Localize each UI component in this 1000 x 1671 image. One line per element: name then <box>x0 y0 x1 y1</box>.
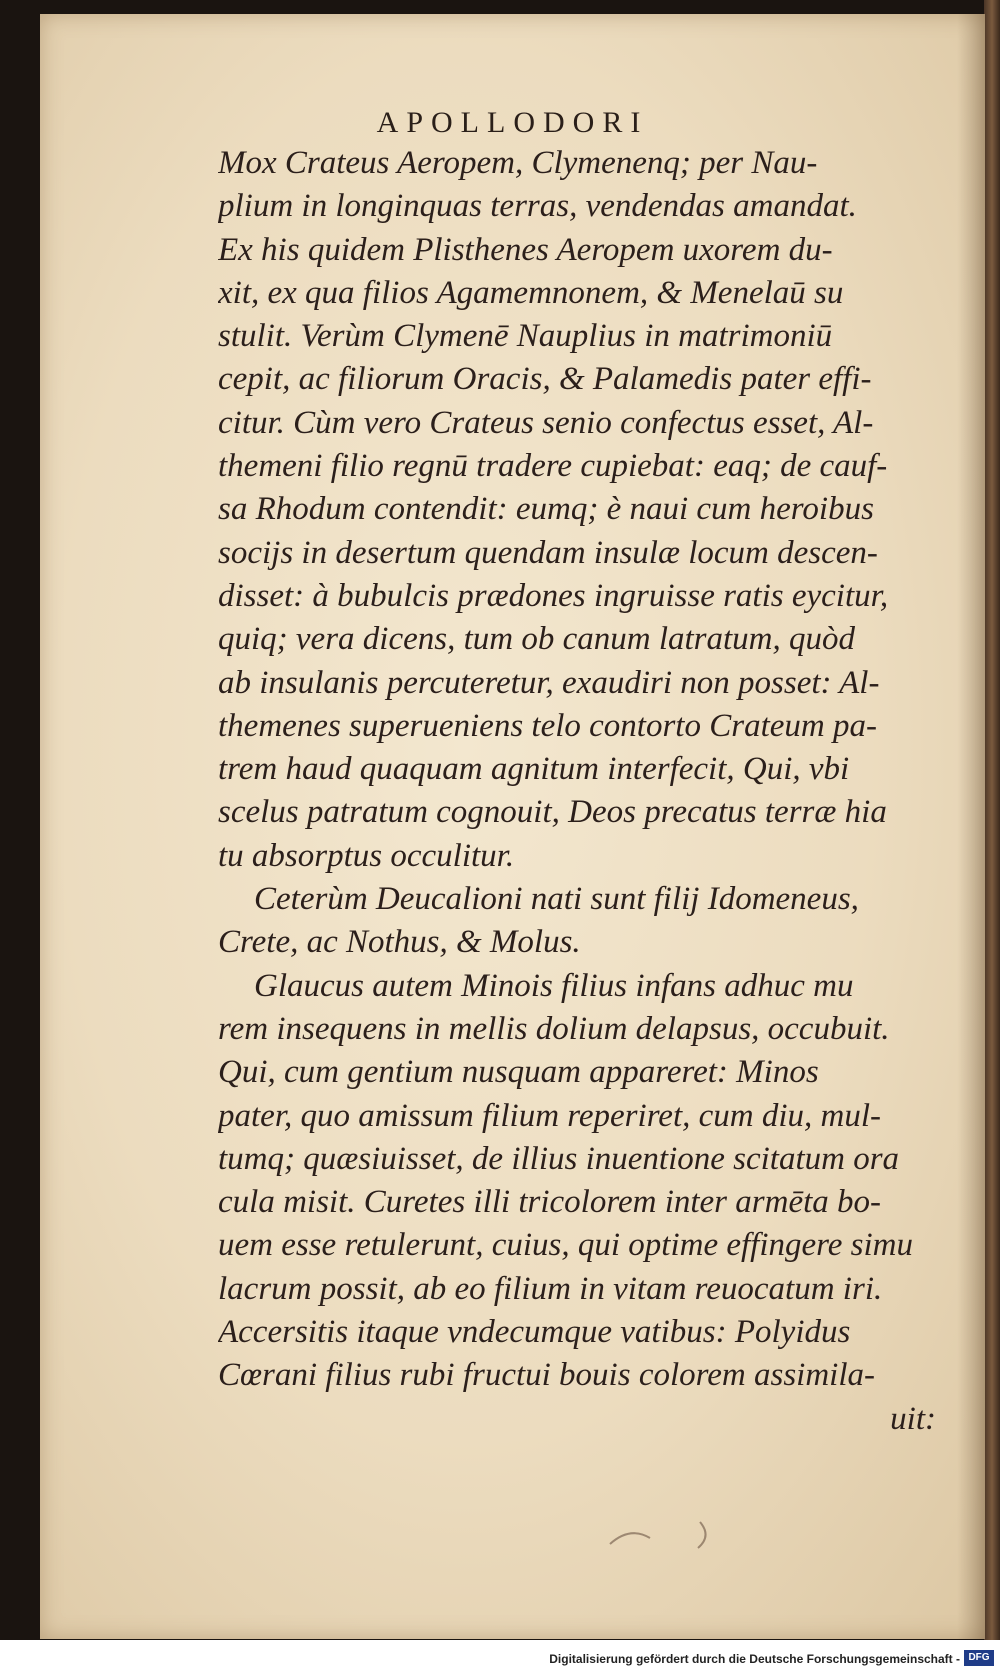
text-line: Mox Crateus Aeropem, Clymenenq; per Nau- <box>218 145 818 181</box>
text-line: Qui, cum gentium nusquam appareret: Minos <box>218 1054 819 1091</box>
text-line: rem insequens in mellis dolium delapsus, occubuit. <box>218 1010 890 1047</box>
text-line: sa Rhodum contendit: eumq; è naui cum heroibus <box>218 491 874 528</box>
text-line: Glaucus autem Minois filius infans adhuc mu <box>254 967 854 1004</box>
footer-credit: Digitalisierung gefördert durch die Deutsche Forschungsgemeinschaft - <box>549 1652 960 1666</box>
text-line: uit: <box>890 1400 936 1437</box>
text-line: cula misit. Curetes illi tricolorem inter armēta bo- <box>218 1184 881 1221</box>
footer-bar <box>0 1640 1000 1671</box>
text-line: plium in longinquas terras, vendendas amandat. <box>218 188 857 225</box>
text-line: themeni filio regnū tradere cupiebat: eaq; de cauf- <box>218 448 888 485</box>
running-head: APOLLODORI <box>376 106 649 139</box>
text-line: stulit. Verùm Clymenē Nauplius in matrimoniū <box>218 318 833 355</box>
text-line: xit, ex qua filios Agamemnonem, & Menelaū su <box>218 274 844 311</box>
stray-ink-mark <box>600 1514 740 1554</box>
text-line: disset: à bubulcis prædones ingruisse ratis eycitur, <box>218 577 889 614</box>
text-line: Cœrani filius rubi fructui bouis colorem assimila- <box>218 1357 875 1394</box>
text-line: Ceterùm Deucalioni nati sunt filij Idomeneus, <box>254 881 859 918</box>
gutter-shadow <box>957 14 985 1639</box>
text-line: cepit, ac filiorum Oracis, & Palamedis pater effi- <box>218 361 872 398</box>
body-text <box>218 142 936 1441</box>
text-line: Accersitis itaque vndecumque vatibus: Polyidus <box>218 1314 851 1351</box>
text-line: Ex his quidem Plisthenes Aeropem uxorem du- <box>218 231 833 268</box>
text-line: Crete, ac Nothus, & Molus. <box>218 924 581 961</box>
text-line: tumq; quæsiuisset, de illius inuentione scitatum ora <box>218 1140 900 1177</box>
text-line: citur. Cùm vero Crateus senio confectus esset, Al- <box>218 404 874 441</box>
dfg-logo: DFG <box>964 1650 994 1666</box>
text-line: quiq; vera dicens, tum ob canum latratum, quòd <box>218 621 856 658</box>
text-line: ab insulanis percuteretur, exaudiri non posset: Al- <box>218 664 880 701</box>
text-line: scelus patratum cognouit, Deos precatus terræ hia <box>218 794 887 831</box>
text-line: tu absorptus occulitur. <box>218 837 515 874</box>
text-line: pater, quo amissum filium reperiret, cum diu, mul- <box>218 1097 882 1134</box>
text-line: lacrum possit, ab eo filium in vitam reuocatum iri. <box>218 1270 883 1307</box>
book-page <box>40 14 985 1639</box>
text-line: uem esse retulerunt, cuius, qui optime effingere simu <box>218 1227 914 1264</box>
text-line: trem haud quaquam agnitum interfecit, Qui, vbi <box>218 751 850 788</box>
text-line: socijs in desertum quendam insulæ locum descen- <box>218 534 878 571</box>
book-edge <box>984 0 1000 1640</box>
text-line: themenes superueniens telo contorto Crateum pa- <box>218 707 877 744</box>
